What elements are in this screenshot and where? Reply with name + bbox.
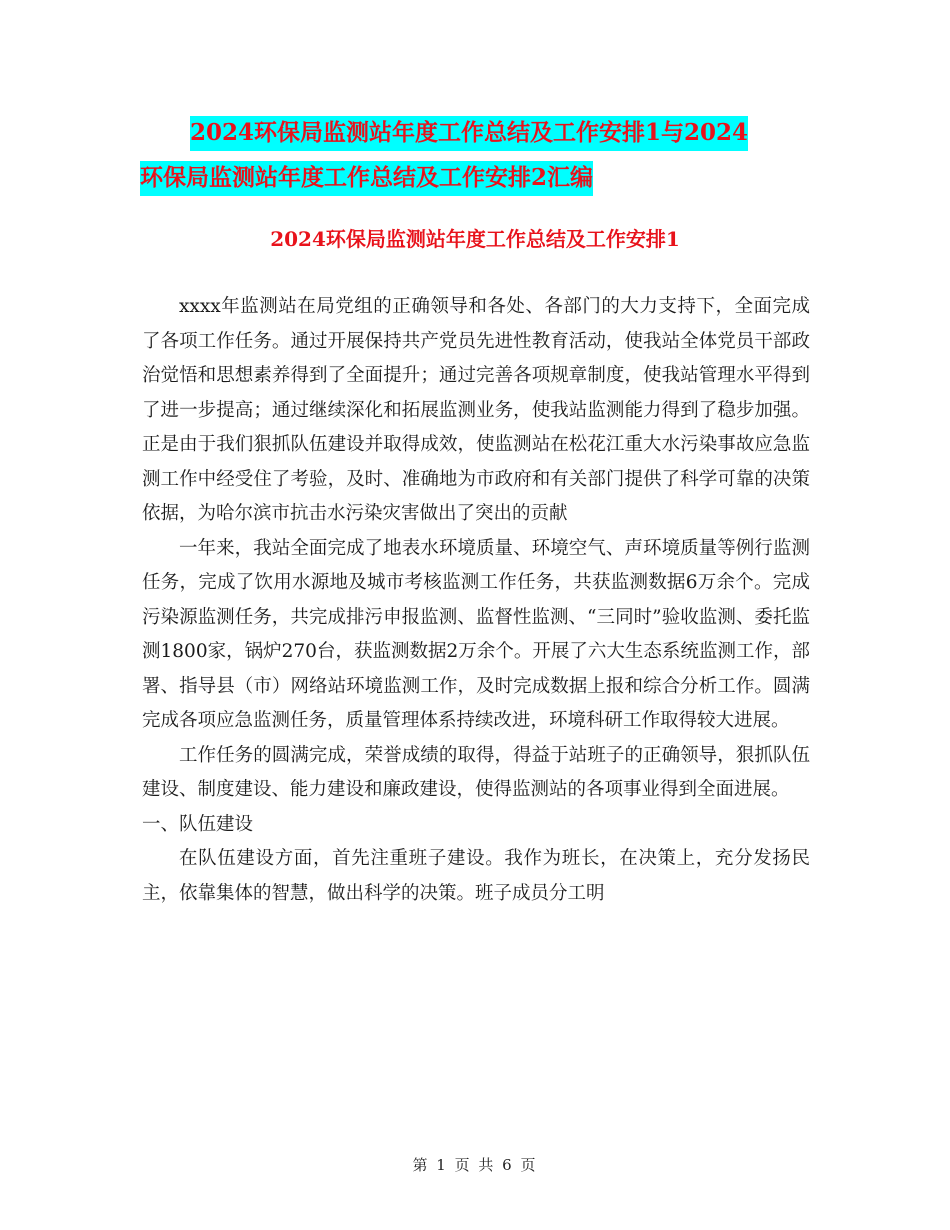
title-line-1: 2024环保局监测站年度工作总结及工作安排1与2024: [190, 116, 748, 151]
page-footer: 第 1 页 共 6 页: [412, 1156, 538, 1174]
paragraph-achievements: 一年来，我站全面完成了地表水环境质量、环境空气、声环境质量等例行监测任务，完成了饮用水源地及城市考核监测工作任务，共获监测数据6万余个。完成污染源监测任务，共完成排污申报监测、监督性监测、“三同时”验收监测、委托监测1800家，锅炉270台，获监测数据2万余个。开展了六大生态系统监测工作，部署、指导县（市）网络站环境监测工作，及时完成数据上报和综合分析工作。圆满完成各项应急监测任务，质量管理体系持续改进，环境科研工作取得较大进展。: [142, 537, 810, 731]
document-body: [142, 290, 810, 911]
section-title: 2024环保局监测站年度工作总结及工作安排1: [270, 227, 680, 251]
document-title: [140, 110, 820, 200]
title-line-2: 环保局监测站年度工作总结及工作安排2汇编: [140, 161, 593, 196]
paragraph-intro: xxxx年监测站在局党组的正确领导和各处、各部门的大力支持下，全面完成了各项工作任务。通过开展保持共产党员先进性教育活动，使我站全体党员干部政治觉悟和思想素养得到了全面提升；通过完善各项规章制度，使我站管理水平得到了进一步提高；通过继续深化和拓展监测业务，使我站监测能力得到了稳步加强。正是由于我们狠抓队伍建设并取得成效，使监测站在松花江重大水污染事故应急监测工作中经受住了考验，及时、准确地为市政府和有关部门提供了科学可靠的决策依据，为哈尔滨市抗击水污染灾害做出了突出的贡献: [142, 296, 810, 524]
paragraph-summary: 工作任务的圆满完成，荣誉成绩的取得，得益于站班子的正确领导，狠抓队伍建设、制度建设、能力建设和廉政建设，使得监测站的各项事业得到全面进展。: [142, 744, 810, 800]
paragraph-team-building: 在队伍建设方面，首先注重班子建设。我作为班长，在决策上，充分发扬民主，依靠集体的智慧，做出科学的决策。班子成员分工明: [142, 848, 810, 904]
section-heading-team: 一、队伍建设: [142, 813, 254, 835]
